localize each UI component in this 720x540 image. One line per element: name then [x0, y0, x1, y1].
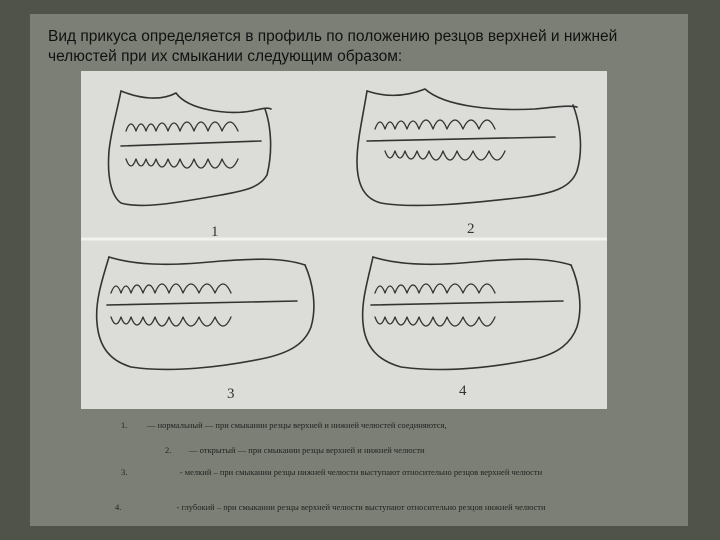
slide-title: Вид прикуса определяется в профиль по положению резцов верхней и нижней челюстей при их смыкании следующим образом:	[48, 28, 618, 65]
item-number: 3.	[121, 467, 128, 477]
jaw-drawings	[81, 71, 607, 409]
item-text: — нормальный — при смыкании резцы верхней и нижней челюстей соединяются,	[147, 420, 447, 430]
item-text: - мелкий – при смыкании резцы нижней челюсти выступают относительно резцов верхней челюсти	[179, 467, 543, 477]
panel-label-3: 3	[227, 386, 235, 402]
jaw-diagram-1	[109, 91, 272, 205]
item-number: 2.	[165, 445, 172, 455]
item-text: — открытый — при смыкании резцы верхней и нижней челюсти	[189, 445, 425, 455]
jaw-diagram-3	[97, 257, 314, 369]
item-text: - глубокий – при смыкании резцы верхней челюсти выступают относительно резцов нижней челюсти	[176, 502, 546, 512]
jaw-illustration	[81, 71, 607, 409]
jaw-diagram-2	[357, 89, 580, 205]
item-number: 1.	[121, 420, 128, 430]
jaw-diagram-4	[363, 257, 580, 369]
panel-label-1: 1	[211, 224, 219, 240]
item-number: 4.	[115, 502, 122, 512]
panel-label-4: 4	[459, 383, 467, 399]
panel-label-2: 2	[467, 221, 475, 237]
